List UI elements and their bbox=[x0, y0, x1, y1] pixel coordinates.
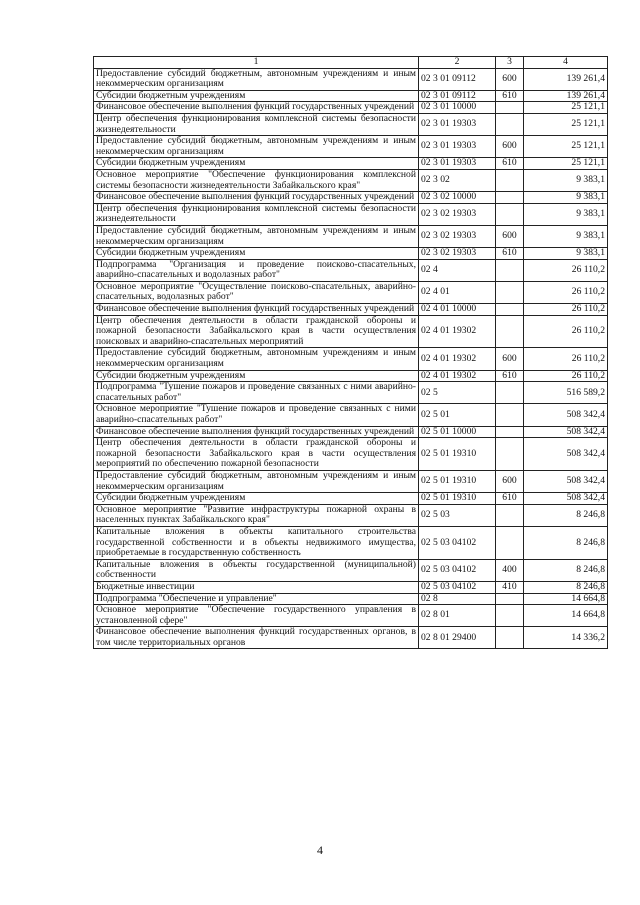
row-code: 02 5 03 bbox=[419, 504, 496, 526]
row-name: Финансовое обеспечение выполнения функций государственных органов, в том числе территориальных органов bbox=[94, 627, 419, 649]
table-row bbox=[94, 470, 608, 492]
row-amount: 25 121,1 bbox=[524, 158, 608, 170]
row-code: 02 3 01 09112 bbox=[419, 68, 496, 90]
row-expense-type bbox=[496, 192, 524, 204]
table-row bbox=[94, 504, 608, 526]
row-name: Предоставление субсидий бюджетным, автономным учреждениям и иным некоммерческим организациям bbox=[94, 68, 419, 90]
row-expense-type bbox=[496, 438, 524, 471]
row-name: Подпрограмма "Обеспечение и управление" bbox=[94, 593, 419, 605]
row-code: 02 4 01 10000 bbox=[419, 304, 496, 316]
column-header-4: 4 bbox=[524, 57, 608, 69]
row-amount: 8 246,8 bbox=[524, 581, 608, 593]
table-body bbox=[94, 68, 608, 649]
row-name: Бюджетные инвестиции bbox=[94, 581, 419, 593]
row-name: Основное мероприятие "Обеспечение функционирования комплексной системы безопасности жизнедеятельности Забайкальского края" bbox=[94, 169, 419, 191]
table-row bbox=[94, 559, 608, 581]
row-amount: 508 342,4 bbox=[524, 438, 608, 471]
table-row bbox=[94, 348, 608, 370]
row-amount: 14 664,8 bbox=[524, 593, 608, 605]
row-expense-type bbox=[496, 593, 524, 605]
row-name: Капитальные вложения в объекты государственной (муниципальной) собственности bbox=[94, 559, 419, 581]
row-code: 02 3 02 19303 bbox=[419, 203, 496, 225]
table-row bbox=[94, 404, 608, 426]
row-name: Подпрограмма "Организация и проведение поисково-спасательных, аварийно-спасательных и водолазных работ" bbox=[94, 259, 419, 281]
row-amount: 508 342,4 bbox=[524, 404, 608, 426]
row-code: 02 3 01 10000 bbox=[419, 102, 496, 114]
table-row bbox=[94, 526, 608, 559]
row-amount: 516 589,2 bbox=[524, 382, 608, 404]
table-row bbox=[94, 426, 608, 438]
table-row bbox=[94, 192, 608, 204]
row-name: Основное мероприятие "Обеспечение государственного управления в установленной сфере" bbox=[94, 605, 419, 627]
row-code: 02 5 01 19310 bbox=[419, 493, 496, 505]
row-name: Финансовое обеспечение выполнения функций государственных учреждений bbox=[94, 304, 419, 316]
row-code: 02 5 01 bbox=[419, 404, 496, 426]
table-row bbox=[94, 281, 608, 303]
row-expense-type bbox=[496, 203, 524, 225]
row-code: 02 3 02 19303 bbox=[419, 225, 496, 247]
row-amount: 25 121,1 bbox=[524, 113, 608, 135]
row-name: Финансовое обеспечение выполнения функций государственных учреждений bbox=[94, 426, 419, 438]
row-amount: 9 383,1 bbox=[524, 192, 608, 204]
row-code: 02 8 bbox=[419, 593, 496, 605]
row-amount: 25 121,1 bbox=[524, 136, 608, 158]
row-code: 02 4 01 bbox=[419, 281, 496, 303]
row-code: 02 8 01 29400 bbox=[419, 627, 496, 649]
table-row bbox=[94, 68, 608, 90]
table-row bbox=[94, 370, 608, 382]
row-expense-type: 600 bbox=[496, 225, 524, 247]
row-name: Предоставление субсидий бюджетным, автономным учреждениям и иным некоммерческим организациям bbox=[94, 225, 419, 247]
row-code: 02 5 03 04102 bbox=[419, 581, 496, 593]
row-code: 02 4 01 19302 bbox=[419, 315, 496, 348]
row-amount: 26 110,2 bbox=[524, 348, 608, 370]
column-header-1: 1 bbox=[94, 57, 419, 69]
row-amount: 9 383,1 bbox=[524, 248, 608, 260]
page-number: 4 bbox=[317, 843, 323, 857]
row-expense-type: 610 bbox=[496, 248, 524, 260]
row-expense-type: 410 bbox=[496, 581, 524, 593]
row-name: Финансовое обеспечение выполнения функций государственных учреждений bbox=[94, 192, 419, 204]
table-row bbox=[94, 493, 608, 505]
row-code: 02 4 bbox=[419, 259, 496, 281]
row-name: Субсидии бюджетным учреждениям bbox=[94, 370, 419, 382]
row-amount: 508 342,4 bbox=[524, 470, 608, 492]
row-code: 02 5 01 10000 bbox=[419, 426, 496, 438]
row-amount: 8 246,8 bbox=[524, 559, 608, 581]
row-expense-type: 610 bbox=[496, 493, 524, 505]
table-row bbox=[94, 259, 608, 281]
table-row bbox=[94, 113, 608, 135]
row-expense-type: 610 bbox=[496, 90, 524, 102]
budget-table bbox=[93, 56, 608, 649]
row-code: 02 3 02 19303 bbox=[419, 248, 496, 260]
row-code: 02 3 02 bbox=[419, 169, 496, 191]
row-expense-type: 600 bbox=[496, 470, 524, 492]
table-row bbox=[94, 136, 608, 158]
row-code: 02 4 01 19302 bbox=[419, 348, 496, 370]
row-expense-type bbox=[496, 102, 524, 114]
row-expense-type bbox=[496, 169, 524, 191]
row-amount: 9 383,1 bbox=[524, 169, 608, 191]
row-expense-type: 600 bbox=[496, 136, 524, 158]
row-amount: 26 110,2 bbox=[524, 304, 608, 316]
table-row bbox=[94, 581, 608, 593]
header-row bbox=[94, 57, 608, 69]
row-expense-type bbox=[496, 382, 524, 404]
row-expense-type bbox=[496, 605, 524, 627]
row-code: 02 3 01 09112 bbox=[419, 90, 496, 102]
row-amount: 26 110,2 bbox=[524, 315, 608, 348]
table-row bbox=[94, 438, 608, 471]
table-row bbox=[94, 382, 608, 404]
row-name: Финансовое обеспечение выполнения функций государственных учреждений bbox=[94, 102, 419, 114]
row-amount: 14 336,2 bbox=[524, 627, 608, 649]
row-expense-type: 610 bbox=[496, 158, 524, 170]
row-expense-type bbox=[496, 281, 524, 303]
table-row bbox=[94, 90, 608, 102]
row-name: Центр обеспечения деятельности в области гражданской обороны и пожарной безопасности Забайкальского края в части осуществления поисковых и аварийно-спасательных мероприятий bbox=[94, 315, 419, 348]
row-amount: 26 110,2 bbox=[524, 370, 608, 382]
row-name: Предоставление субсидий бюджетным, автономным учреждениям и иным некоммерческим организациям bbox=[94, 136, 419, 158]
row-name: Центр обеспечения деятельности в области гражданской обороны и пожарной безопасности Забайкальского края в части осуществления мероприятий по обеспечению пожарной безопасности bbox=[94, 438, 419, 471]
row-name: Подпрограмма "Тушение пожаров и проведение связанных с ними аварийно-спасательных работ" bbox=[94, 382, 419, 404]
row-amount: 26 110,2 bbox=[524, 281, 608, 303]
row-expense-type bbox=[496, 315, 524, 348]
row-expense-type bbox=[496, 426, 524, 438]
row-code: 02 5 03 04102 bbox=[419, 526, 496, 559]
row-code: 02 5 01 19310 bbox=[419, 470, 496, 492]
row-amount: 9 383,1 bbox=[524, 203, 608, 225]
row-amount: 139 261,4 bbox=[524, 90, 608, 102]
row-name: Субсидии бюджетным учреждениям bbox=[94, 248, 419, 260]
row-code: 02 4 01 19302 bbox=[419, 370, 496, 382]
column-header-2: 2 bbox=[419, 57, 496, 69]
table-row bbox=[94, 225, 608, 247]
row-name: Субсидии бюджетным учреждениям bbox=[94, 158, 419, 170]
row-name: Капитальные вложения в объекты капитального строительства государственной собственности и в объекты недвижимого имущества, приобретаемые в государственную собственность bbox=[94, 526, 419, 559]
row-expense-type bbox=[496, 304, 524, 316]
row-amount: 25 121,1 bbox=[524, 102, 608, 114]
row-name: Основное мероприятие "Тушение пожаров и проведение связанных с ними аварийно-спасательных работ" bbox=[94, 404, 419, 426]
row-name: Основное мероприятие "Развитие инфраструктуры пожарной охраны в населенных пунктах Забайкальского края" bbox=[94, 504, 419, 526]
table-row bbox=[94, 315, 608, 348]
row-amount: 8 246,8 bbox=[524, 526, 608, 559]
row-amount: 9 383,1 bbox=[524, 225, 608, 247]
table-row bbox=[94, 102, 608, 114]
row-expense-type: 600 bbox=[496, 68, 524, 90]
row-name: Основное мероприятие "Осуществление поисково-спасательных, аварийно-спасательных, водолазных работ" bbox=[94, 281, 419, 303]
table-row bbox=[94, 304, 608, 316]
row-amount: 508 342,4 bbox=[524, 493, 608, 505]
table-row bbox=[94, 203, 608, 225]
row-code: 02 8 01 bbox=[419, 605, 496, 627]
row-code: 02 5 03 04102 bbox=[419, 559, 496, 581]
table-row bbox=[94, 169, 608, 191]
row-code: 02 3 01 19303 bbox=[419, 113, 496, 135]
row-code: 02 5 01 19310 bbox=[419, 438, 496, 471]
row-expense-type bbox=[496, 504, 524, 526]
row-amount: 26 110,2 bbox=[524, 259, 608, 281]
row-name: Субсидии бюджетным учреждениям bbox=[94, 90, 419, 102]
table-row bbox=[94, 627, 608, 649]
row-expense-type bbox=[496, 627, 524, 649]
row-amount: 8 246,8 bbox=[524, 504, 608, 526]
row-amount: 508 342,4 bbox=[524, 426, 608, 438]
row-expense-type bbox=[496, 404, 524, 426]
row-code: 02 3 01 19303 bbox=[419, 158, 496, 170]
table-row bbox=[94, 158, 608, 170]
row-code: 02 3 02 10000 bbox=[419, 192, 496, 204]
row-code: 02 5 bbox=[419, 382, 496, 404]
row-code: 02 3 01 19303 bbox=[419, 136, 496, 158]
row-expense-type bbox=[496, 259, 524, 281]
row-amount: 139 261,4 bbox=[524, 68, 608, 90]
row-name: Предоставление субсидий бюджетным, автономным учреждениям и иным некоммерческим организациям bbox=[94, 470, 419, 492]
table-row bbox=[94, 248, 608, 260]
row-name: Центр обеспечения функционирования комплексной системы безопасности жизнедеятельности bbox=[94, 203, 419, 225]
row-expense-type bbox=[496, 526, 524, 559]
column-header-3: 3 bbox=[496, 57, 524, 69]
row-expense-type: 610 bbox=[496, 370, 524, 382]
table-row bbox=[94, 593, 608, 605]
row-amount: 14 664,8 bbox=[524, 605, 608, 627]
row-name: Предоставление субсидий бюджетным, автономным учреждениям и иным некоммерческим организациям bbox=[94, 348, 419, 370]
row-expense-type bbox=[496, 113, 524, 135]
table-row bbox=[94, 605, 608, 627]
row-expense-type: 400 bbox=[496, 559, 524, 581]
row-name: Центр обеспечения функционирования комплексной системы безопасности жизнедеятельности bbox=[94, 113, 419, 135]
row-name: Субсидии бюджетным учреждениям bbox=[94, 493, 419, 505]
row-expense-type: 600 bbox=[496, 348, 524, 370]
